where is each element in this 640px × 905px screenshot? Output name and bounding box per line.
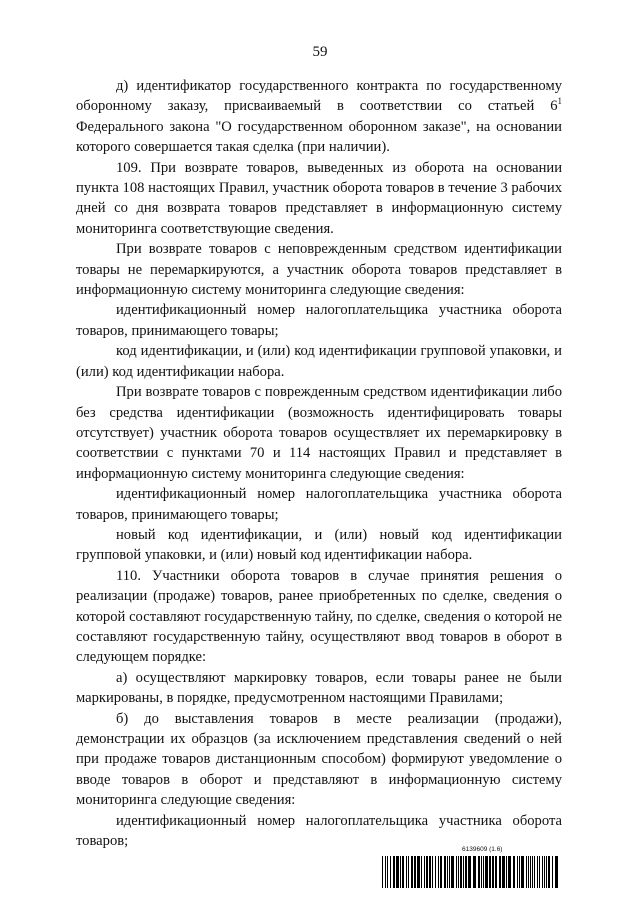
paragraph: идентификационный номер налогоплательщика участника оборота товаров, принимающего товары; [76, 302, 562, 339]
paragraph: новый код идентификации, и (или) новый код идентификации групповой упаковки, и (или) новый код идентификации набора. [76, 526, 562, 564]
paragraph: При возврате товаров с поврежденным средством идентификации либо без средства идентификации (возможность идентифицировать товары отсутствует) участник оборота товаров осуществляет их перемаркировку в соответствии с пунктами 70 и 114 настоящих Правил и представляет в информационную систему мониторинга следующие сведения: [76, 384, 562, 482]
paragraph: а) осуществляют маркировку товаров, если товары ранее не были маркированы, в порядке, предусмотренном настоящими Правилами; [76, 669, 562, 707]
document-body [76, 76, 562, 851]
paragraph: код идентификации, и (или) код идентификации групповой упаковки, и (или) код идентификации набора. [76, 343, 562, 380]
paragraph: При возврате товаров с неповрежденным средством идентификации товары не перемаркируются, а участник оборота товаров представляет в информационную систему мониторинга следующие сведения: [76, 241, 562, 299]
barcode-label: 6139609 (1.6) [462, 846, 503, 853]
superscript: 1 [557, 96, 562, 107]
document-barcode [382, 846, 560, 890]
paragraph: б) до выставления товаров в месте реализации (продажи), демонстрации их образцов (за исключением представления сведений о ней при продаже товаров дистанционным способом) формируют уведомление о вводе товаров в оборот и представляют в информационную систему мониторинга следующие сведения: [76, 710, 562, 809]
paragraph: 110. Участники оборота товаров в случае принятия решения о реализации (продаже) товаров, ранее приобретенных по сделке, сведения о которой составляют государственную тайну, по сделке, сведения о которой не составляют государственную тайну, осуществляют ввод товаров в оборот в следующем порядке: [76, 567, 562, 666]
paragraph: идентификационный номер налогоплательщика участника оборота товаров; [76, 812, 562, 850]
paragraph: д) идентификатор государственного контракта по государственному оборонному заказу, присваиваемый в соответствии со статьей $6^1$ Федерального закона "О государственном оборонном заказе", на основании которого совершается такая сделка (при наличии). [76, 78, 562, 156]
paragraph: идентификационный номер налогоплательщика участника оборота товаров, принимающего товары; [76, 486, 562, 523]
barcode-icon [382, 856, 560, 888]
paragraph: 109. При возврате товаров, выведенных из оборота на основании пункта 108 настоящих Правил, участник оборота товаров в течение 3 рабочих дней со дня возврата товаров представляет в информационную систему мониторинга соответствующие сведения. [76, 159, 562, 237]
page-number: 59 [312, 44, 328, 60]
